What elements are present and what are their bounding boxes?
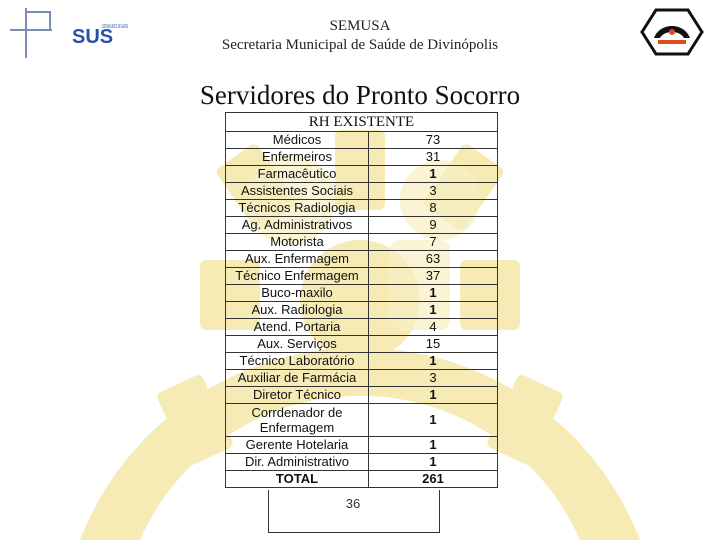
row-count: 73	[368, 132, 497, 149]
table-header-row	[226, 113, 498, 132]
row-role: Aux. Radiologia	[226, 302, 369, 319]
row-role: Aux. Serviços	[226, 336, 369, 353]
row-role: Aux. Enfermagem	[226, 251, 369, 268]
table-row	[226, 268, 498, 285]
table-row	[226, 454, 498, 471]
row-count: 1	[368, 302, 497, 319]
row-role: Farmacêutico	[226, 166, 369, 183]
row-role: Técnico Laboratório	[226, 353, 369, 370]
row-role: Buco-maxilo	[226, 285, 369, 302]
row-role: Enfermeiros	[226, 149, 369, 166]
row-count: 1	[368, 285, 497, 302]
table-header: RH EXISTENTE	[226, 113, 498, 132]
table-body	[226, 132, 498, 471]
row-role: Assistentes Sociais	[226, 183, 369, 200]
table-row	[226, 319, 498, 336]
row-count: 3	[368, 370, 497, 387]
table-row	[226, 302, 498, 319]
row-role: Diretor Técnico	[226, 387, 369, 404]
row-role: Auxiliar de Farmácia	[226, 370, 369, 387]
table-row	[226, 132, 498, 149]
row-count: 1	[368, 353, 497, 370]
row-count: 9	[368, 217, 497, 234]
table-row	[226, 217, 498, 234]
row-count: 37	[368, 268, 497, 285]
table-row	[226, 234, 498, 251]
row-count: 7	[368, 234, 497, 251]
org-name: SEMUSA	[329, 18, 391, 34]
row-count: 1	[368, 454, 497, 471]
table-row	[226, 149, 498, 166]
row-count: 8	[368, 200, 497, 217]
table-total-row	[226, 471, 498, 488]
row-role: Motorista	[226, 234, 369, 251]
row-count: 1	[368, 166, 497, 183]
sus-logo-caption: SISTEMA ÚNICO DE SAÚDE	[102, 24, 169, 30]
table-row	[226, 437, 498, 454]
table-row	[226, 387, 498, 404]
row-count: 15	[368, 336, 497, 353]
row-role: Médicos	[226, 132, 369, 149]
row-count: 1	[368, 404, 497, 437]
department-name: Secretaria Municipal de Saúde de Divinópolis	[221, 37, 499, 53]
row-role: Atend. Portaria	[226, 319, 369, 336]
row-role: Gerente Hotelaria	[226, 437, 369, 454]
row-count: 63	[368, 251, 497, 268]
page-number: 36	[345, 496, 361, 511]
total-label: TOTAL	[226, 471, 369, 488]
page-title: Servidores do Pronto Socorro	[199, 80, 521, 110]
sus-logo-text: SUS	[72, 26, 114, 48]
row-count: 31	[368, 149, 497, 166]
row-role: Técnicos Radiologia	[226, 200, 369, 217]
row-count: 3	[368, 183, 497, 200]
table-row	[226, 166, 498, 183]
row-count: 1	[368, 437, 497, 454]
row-role: Técnico Enfermagem	[226, 268, 369, 285]
table-row	[226, 200, 498, 217]
staff-table	[225, 112, 498, 488]
row-role: Dir. Administrativo	[226, 454, 369, 471]
table-row	[226, 183, 498, 200]
table-row	[226, 285, 498, 302]
table-row	[226, 336, 498, 353]
row-count: 1	[368, 387, 497, 404]
table-row	[226, 353, 498, 370]
row-role: Ag. Administrativos	[226, 217, 369, 234]
row-role: Corrdenador de Enfermagem	[226, 404, 369, 437]
table-row	[226, 404, 498, 437]
row-count: 4	[368, 319, 497, 336]
total-value: 261	[368, 471, 497, 488]
table-row	[226, 251, 498, 268]
table-row	[226, 370, 498, 387]
